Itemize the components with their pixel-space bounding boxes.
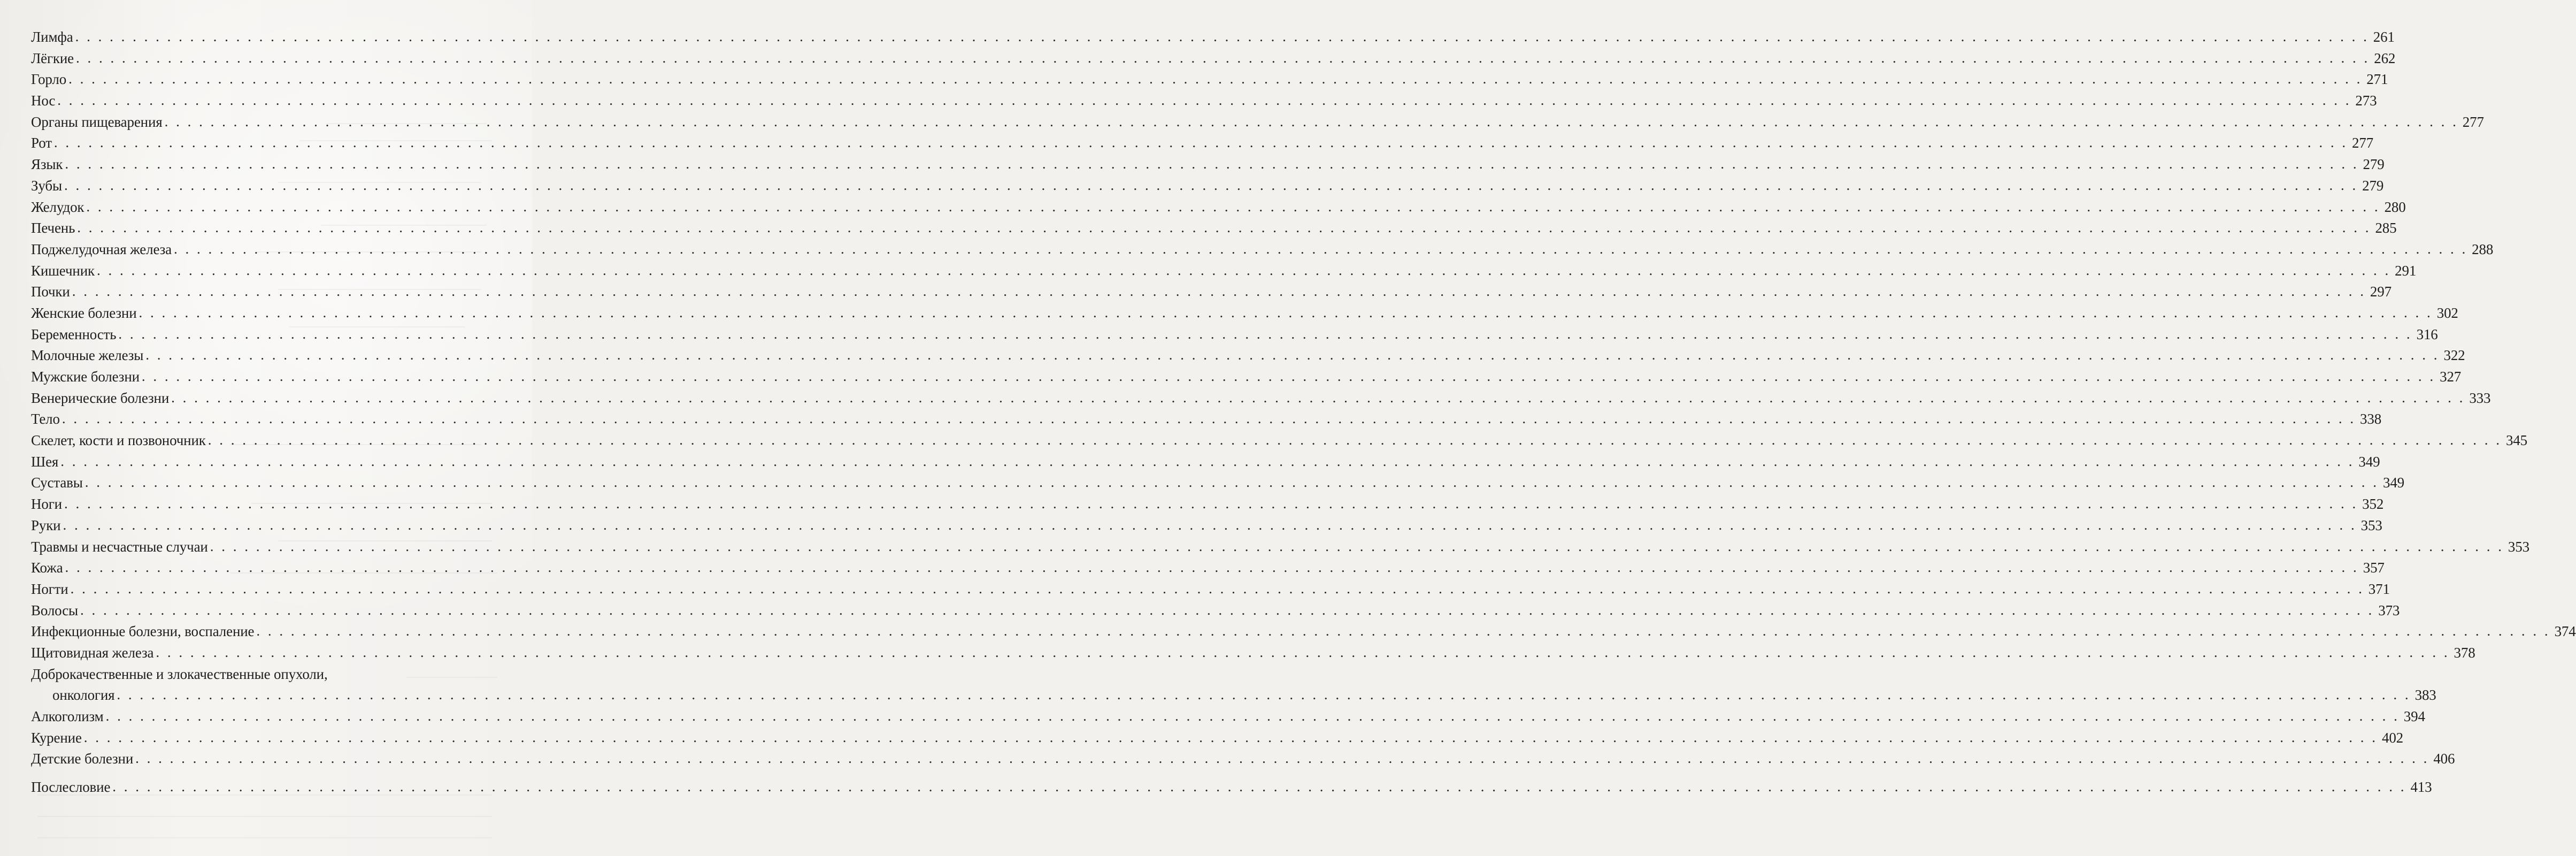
toc-entry[interactable] xyxy=(31,452,2380,473)
dot-leader: . . . . . . . . . . . . . . . . . . . . . . . . . . . . . . . . . . . . . . . . . . . . . . . . . . . . . . . . . . . . . . . . . . . . . . . . . . . . . . . . . . . . . . . . . . . . . . . . . . . . . . . . . . . . . . . . . . . . . . . . . . . . . . . . . . . . . . . . . . . . . . . . . . . . . . . . . . . . . . . . . . . . . . . . . . . . . . . . . . . . . . . . . . . . . . . . . . . . . . . . xyxy=(256,623,2550,639)
dot-leader: . . . . . . . . . . . . . . . . . . . . . . . . . . . . . . . . . . . . . . . . . . . . . . . . . . . . . . . . . . . . . . . . . . . . . . . . . . . . . . . . . . . . . . . . . . . . . . . . . . . . . . . . . . . . . . . . . . . . . . . . . . . . . . . . . . . . . . . . . . . . . . . . . . . . . . . . . . . . . . . . . . . . . . . . . . . . . . . . . . . . . . . . . . . . . . . . . . . . . . . . xyxy=(145,347,2440,363)
dot-leader: . . . . . . . . . . . . . . . . . . . . . . . . . . . . . . . . . . . . . . . . . . . . . . . . . . . . . . . . . . . . . . . . . . . . . . . . . . . . . . . . . . . . . . . . . . . . . . . . . . . . . . . . . . . . . . . . . . . . . . . . . . . . . . . . . . . . . . . . . . . . . . . . . . . . . . . . . . . . . . . . . . . . . . . . . . . . . . . . . . . . . . . . . . . . . . . . . . . . . . . . xyxy=(84,474,2379,491)
dot-leader: . . . . . . . . . . . . . . . . . . . . . . . . . . . . . . . . . . . . . . . . . . . . . . . . . . . . . . . . . . . . . . . . . . . . . . . . . . . . . . . . . . . . . . . . . . . . . . . . . . . . . . . . . . . . . . . . . . . . . . . . . . . . . . . . . . . . . . . . . . . . . . . . . . . . . . . . . . . . . . . . . . . . . . . . . . . . . . . . . . . . . . . . . . . . . . . . . . . . . . . . xyxy=(156,644,2450,660)
toc-entry-title: Венерические болезни xyxy=(31,389,170,406)
toc-entry-page: 374 xyxy=(2554,623,2576,640)
toc-entry-title: Ногти xyxy=(31,580,68,597)
toc-entry-title: Рот xyxy=(31,135,52,151)
toc-entry[interactable] xyxy=(31,239,2494,261)
dot-leader: . . . . . . . . . . . . . . . . . . . . . . . . . . . . . . . . . . . . . . . . . . . . . . . . . . . . . . . . . . . . . . . . . . . . . . . . . . . . . . . . . . . . . . . . . . . . . . . . . . . . . . . . . . . . . . . . . . . . . . . . . . . . . . . . . . . . . . . . . . . . . . . . . . . . . . . . . . . . . . . . . . . . . . . . . . . . . . . . . . . . . . . . . . . . . . . . . . . . . . . . xyxy=(65,559,2359,576)
toc-entry-title: Тело xyxy=(31,411,60,427)
toc-entry-page: 383 xyxy=(2414,687,2436,704)
toc-entry[interactable] xyxy=(31,748,2455,770)
toc-entry[interactable] xyxy=(31,48,2396,70)
dot-leader: . . . . . . . . . . . . . . . . . . . . . . . . . . . . . . . . . . . . . . . . . . . . . . . . . . . . . . . . . . . . . . . . . . . . . . . . . . . . . . . . . . . . . . . . . . . . . . . . . . . . . . . . . . . . . . . . . . . . . . . . . . . . . . . . . . . . . . . . . . . . . . . . . . . . . . . . . . . . . . . . . . . . . . . . . . . . . . . . . . . . . . . . . . . . . . . . . . . . . . . . xyxy=(207,432,2502,448)
toc-entry-page: 262 xyxy=(2374,50,2396,66)
toc-entry-page: 279 xyxy=(2362,177,2384,194)
dot-leader: . . . . . . . . . . . . . . . . . . . . . . . . . . . . . . . . . . . . . . . . . . . . . . . . . . . . . . . . . . . . . . . . . . . . . . . . . . . . . . . . . . . . . . . . . . . . . . . . . . . . . . . . . . . . . . . . . . . . . . . . . . . . . . . . . . . . . . . . . . . . . . . . . . . . . . . . . . . . . . . . . . . . . . . . . . . . . . . . . . . . . . . . . . . . . . . . . . . . . . . . xyxy=(76,49,2370,66)
toc-entry[interactable] xyxy=(31,154,2385,175)
dot-leader: . . . . . . . . . . . . . . . . . . . . . . . . . . . . . . . . . . . . . . . . . . . . . . . . . . . . . . . . . . . . . . . . . . . . . . . . . . . . . . . . . . . . . . . . . . . . . . . . . . . . . . . . . . . . . . . . . . . . . . . . . . . . . . . . . . . . . . . . . . . . . . . . . . . . . . . . . . . . . . . . . . . . . . . . . . . . . . . . . . . . . . . . . . . . . . . . . . . . . . . . xyxy=(118,325,2412,342)
toc-entry-title: Послесловие xyxy=(31,779,111,796)
toc-entry-title: Инфекционные болезни, воспаление xyxy=(31,623,255,640)
toc-entry-title: Руки xyxy=(31,517,61,533)
toc-entry-page: 357 xyxy=(2363,560,2385,576)
toc-entry-title: Алкоголизм xyxy=(31,708,104,724)
toc-entry-page: 406 xyxy=(2433,751,2455,767)
dot-leader: . . . . . . . . . . . . . . . . . . . . . . . . . . . . . . . . . . . . . . . . . . . . . . . . . . . . . . . . . . . . . . . . . . . . . . . . . . . . . . . . . . . . . . . . . . . . . . . . . . . . . . . . . . . . . . . . . . . . . . . . . . . . . . . . . . . . . . . . . . . . . . . . . . . . . . . . . . . . . . . . . . . . . . . . . . . . . . . . . . . . . . . . . . . . . . . . . . . . . . . . xyxy=(105,708,2400,724)
toc-entry-page: 378 xyxy=(2454,644,2475,661)
dot-leader: . . . . . . . . . . . . . . . . . . . . . . . . . . . . . . . . . . . . . . . . . . . . . . . . . . . . . . . . . . . . . . . . . . . . . . . . . . . . . . . . . . . . . . . . . . . . . . . . . . . . . . . . . . . . . . . . . . . . . . . . . . . . . . . . . . . . . . . . . . . . . . . . . . . . . . . . . . . . . . . . . . . . . . . . . . . . . . . . . . . . . . . . . . . . . . . . . . . . . . . . xyxy=(70,580,2364,597)
toc-entry-page: 353 xyxy=(2360,517,2382,533)
dot-leader: . . . . . . . . . . . . . . . . . . . . . . . . . . . . . . . . . . . . . . . . . . . . . . . . . . . . . . . . . . . . . . . . . . . . . . . . . . . . . . . . . . . . . . . . . . . . . . . . . . . . . . . . . . . . . . . . . . . . . . . . . . . . . . . . . . . . . . . . . . . . . . . . . . . . . . . . . . . . . . . . . . . . . . . . . . . . . . . . . . . . . . . . . . . . . . . . . . . . . . . . xyxy=(60,453,2355,469)
toc-entry[interactable] xyxy=(31,621,2576,643)
toc-entry[interactable] xyxy=(31,557,2385,579)
toc-entry-page: 333 xyxy=(2469,389,2491,406)
toc-entry[interactable] xyxy=(31,197,2406,218)
dot-leader: . . . . . . . . . . . . . . . . . . . . . . . . . . . . . . . . . . . . . . . . . . . . . . . . . . . . . . . . . . . . . . . . . . . . . . . . . . . . . . . . . . . . . . . . . . . . . . . . . . . . . . . . . . . . . . . . . . . . . . . . . . . . . . . . . . . . . . . . . . . . . . . . . . . . . . . . . . . . . . . . . . . . . . . . . . . . . . . . . . . . . . . . . . . . . . . . . . . . . . . . xyxy=(86,198,2380,215)
toc-entry[interactable] xyxy=(31,728,2404,749)
toc-entry-title: онкология xyxy=(52,687,115,704)
dot-leader: . . . . . . . . . . . . . . . . . . . . . . . . . . . . . . . . . . . . . . . . . . . . . . . . . . . . . . . . . . . . . . . . . . . . . . . . . . . . . . . . . . . . . . . . . . . . . . . . . . . . . . . . . . . . . . . . . . . . . . . . . . . . . . . . . . . . . . . . . . . . . . . . . . . . . . . . . . . . . . . . . . . . . . . . . . . . . . . . . . . . . . . . . . . . . . . . . . . . . . . . xyxy=(75,28,2369,44)
toc-entry[interactable] xyxy=(31,133,2374,154)
toc-entry-page: 261 xyxy=(2373,29,2395,45)
toc-entry-title: Почки xyxy=(31,284,70,300)
toc-entry[interactable] xyxy=(31,175,2384,197)
toc-entry-title: Суставы xyxy=(31,475,83,491)
toc-entry[interactable] xyxy=(31,218,2397,239)
dot-leader: . . . . . . . . . . . . . . . . . . . . . . . . . . . . . . . . . . . . . . . . . . . . . . . . . . . . . . . . . . . . . . . . . . . . . . . . . . . . . . . . . . . . . . . . . . . . . . . . . . . . . . . . . . . . . . . . . . . . . . . . . . . . . . . . . . . . . . . . . . . . . . . . . . . . . . . . . . . . . . . . . . . . . . . . . . . . . . . . . . . . . . . . . . . . . . . . . . . . . . . . xyxy=(173,240,2468,257)
dot-leader: . . . . . . . . . . . . . . . . . . . . . . . . . . . . . . . . . . . . . . . . . . . . . . . . . . . . . . . . . . . . . . . . . . . . . . . . . . . . . . . . . . . . . . . . . . . . . . . . . . . . . . . . . . . . . . . . . . . . . . . . . . . . . . . . . . . . . . . . . . . . . . . . . . . . . . . . . . . . . . . . . . . . . . . . . . . . . . . . . . . . . . . . . . . . . . . . . . . . . . . . xyxy=(171,389,2465,406)
toc-entry[interactable] xyxy=(31,27,2395,48)
toc-entry-page: 349 xyxy=(2382,475,2405,491)
dot-leader: . . . . . . . . . . . . . . . . . . . . . . . . . . . . . . . . . . . . . . . . . . . . . . . . . . . . . . . . . . . . . . . . . . . . . . . . . . . . . . . . . . . . . . . . . . . . . . . . . . . . . . . . . . . . . . . . . . . . . . . . . . . . . . . . . . . . . . . . . . . . . . . . . . . . . . . . . . . . . . . . . . . . . . . . . . . . . . . . . . . . . . . . . . . . . . . . . . . . . . . . xyxy=(63,516,2357,533)
toc-entry[interactable] xyxy=(31,112,2484,133)
toc-entry-title: Мужские болезни xyxy=(31,369,140,385)
dot-leader: . . . . . . . . . . . . . . . . . . . . . . . . . . . . . . . . . . . . . . . . . . . . . . . . . . . . . . . . . . . . . . . . . . . . . . . . . . . . . . . . . . . . . . . . . . . . . . . . . . . . . . . . . . . . . . . . . . . . . . . . . . . . . . . . . . . . . . . . . . . . . . . . . . . . . . . . . . . . . . . . . . . . . . . . . . . . . . . . . . . . . . . . . . . . . . . . . . . . . . . . xyxy=(96,262,2391,278)
toc-entry-page: 277 xyxy=(2462,113,2484,130)
dot-leader: . . . . . . . . . . . . . . . . . . . . . . . . . . . . . . . . . . . . . . . . . . . . . . . . . . . . . . . . . . . . . . . . . . . . . . . . . . . . . . . . . . . . . . . . . . . . . . . . . . . . . . . . . . . . . . . . . . . . . . . . . . . . . . . . . . . . . . . . . . . . . . . . . . . . . . . . . . . . . . . . . . . . . . . . . . . . . . . . . . . . . . . . . . . . . . . . . . . . . . . . xyxy=(112,778,2406,795)
toc-entry-title: Скелет, кости и позвоночник xyxy=(31,432,206,449)
toc-entry[interactable] xyxy=(31,409,2382,430)
toc-entry-title: Лёгкие xyxy=(31,50,74,66)
dot-leader: . . . . . . . . . . . . . . . . . . . . . . . . . . . . . . . . . . . . . . . . . . . . . . . . . . . . . . . . . . . . . . . . . . . . . . . . . . . . . . . . . . . . . . . . . . . . . . . . . . . . . . . . . . . . . . . . . . . . . . . . . . . . . . . . . . . . . . . . . . . . . . . . . . . . . . . . . . . . . . . . . . . . . . . . . . . . . . . . . . . . . . . . . . . . . . . . . . . . . . . . xyxy=(135,750,2429,767)
dot-leader: . . . . . . . . . . . . . . . . . . . . . . . . . . . . . . . . . . . . . . . . . . . . . . . . . . . . . . . . . . . . . . . . . . . . . . . . . . . . . . . . . . . . . . . . . . . . . . . . . . . . . . . . . . . . . . . . . . . . . . . . . . . . . . . . . . . . . . . . . . . . . . . . . . . . . . . . . . . . . . . . . . . . . . . . . . . . . . . . . . . . . . . . . . . . . . . . . . . . . . . . xyxy=(139,304,2433,320)
dot-leader: . . . . . . . . . . . . . . . . . . . . . . . . . . . . . . . . . . . . . . . . . . . . . . . . . . . . . . . . . . . . . . . . . . . . . . . . . . . . . . . . . . . . . . . . . . . . . . . . . . . . . . . . . . . . . . . . . . . . . . . . . . . . . . . . . . . . . . . . . . . . . . . . . . . . . . . . . . . . . . . . . . . . . . . . . . . . . . . . . . . . . . . . . . . . . . . . . . . . . . . . xyxy=(210,538,2504,554)
toc-entry-title: Шея xyxy=(31,453,59,470)
toc-entry-page: 394 xyxy=(2403,708,2425,724)
toc-entry-page: 271 xyxy=(2366,71,2388,88)
toc-entry-page: 345 xyxy=(2505,432,2527,449)
table-of-contents xyxy=(31,27,2576,798)
toc-entry-title: Органы пищеварения xyxy=(31,113,163,130)
toc-entry-page: 371 xyxy=(2368,580,2390,597)
toc-entry-page: 316 xyxy=(2416,326,2438,342)
toc-entry[interactable] xyxy=(31,324,2438,346)
toc-entry-page: 277 xyxy=(2352,135,2374,151)
toc-entry-title: Лимфа xyxy=(31,29,73,45)
toc-entry-title: Доброкачественные и злокачественные опухоли, xyxy=(31,666,328,682)
dot-leader: . . . . . . . . . . . . . . . . . . . . . . . . . . . . . . . . . . . . . . . . . . . . . . . . . . . . . . . . . . . . . . . . . . . . . . . . . . . . . . . . . . . . . . . . . . . . . . . . . . . . . . . . . . . . . . . . . . . . . . . . . . . . . . . . . . . . . . . . . . . . . . . . . . . . . . . . . . . . . . . . . . . . . . . . . . . . . . . . . . . . . . . . . . . . . . . . . . . . . . . . xyxy=(57,92,2351,109)
toc-entry-multiline-line1[interactable] xyxy=(31,664,503,685)
dot-leader: . . . . . . . . . . . . . . . . . . . . . . . . . . . . . . . . . . . . . . . . . . . . . . . . . . . . . . . . . . . . . . . . . . . . . . . . . . . . . . . . . . . . . . . . . . . . . . . . . . . . . . . . . . . . . . . . . . . . . . . . . . . . . . . . . . . . . . . . . . . . . . . . . . . . . . . . . . . . . . . . . . . . . . . . . . . . . . . . . . . . . . . . . . . . . . . . . . . . . . . . xyxy=(64,177,2358,193)
toc-entry-title: Волосы xyxy=(31,602,79,618)
toc-entry-title: Желудок xyxy=(31,198,84,215)
dot-leader: . . . . . . . . . . . . . . . . . . . . . . . . . . . . . . . . . . . . . . . . . . . . . . . . . . . . . . . . . . . . . . . . . . . . . . . . . . . . . . . . . . . . . . . . . . . . . . . . . . . . . . . . . . . . . . . . . . . . . . . . . . . . . . . . . . . . . . . . . . . . . . . . . . . . . . . . . . . . . . . . . . . . . . . . . . . . . . . . . . . . . . . . . . . . . . . . . . . . . . . . xyxy=(80,601,2374,618)
toc-entry-title: Детские болезни xyxy=(31,751,134,767)
toc-entry-title: Кишечник xyxy=(31,262,95,279)
dot-leader: . . . . . . . . . . . . . . . . . . . . . . . . . . . . . . . . . . . . . . . . . . . . . . . . . . . . . . . . . . . . . . . . . . . . . . . . . . . . . . . . . . . . . . . . . . . . . . . . . . . . . . . . . . . . . . . . . . . . . . . . . . . . . . . . . . . . . . . . . . . . . . . . . . . . . . . . . . . . . . . . . . . . . . . . . . . . . . . . . . . . . . . . . . . . . . . . . . . . . . . . xyxy=(64,495,2358,512)
toc-entry-page: 322 xyxy=(2443,347,2465,364)
toc-entry-page: 338 xyxy=(2360,411,2382,427)
toc-entry-page: 279 xyxy=(2363,156,2385,173)
toc-entry[interactable] xyxy=(31,430,2527,452)
toc-entry-page: 297 xyxy=(2370,284,2392,300)
toc-entry[interactable] xyxy=(31,90,2377,112)
toc-entry-page: 413 xyxy=(2410,779,2432,796)
toc-entry[interactable] xyxy=(31,494,2384,515)
toc-entry[interactable] xyxy=(31,388,2491,409)
toc-entry-title: Язык xyxy=(31,156,63,173)
toc-entry-page: 373 xyxy=(2378,602,2400,618)
toc-entry-afterword[interactable] xyxy=(31,777,2432,798)
toc-entry-page: 273 xyxy=(2355,93,2377,109)
dot-leader: . . . . . . . . . . . . . . . . . . . . . . . . . . . . . . . . . . . . . . . . . . . . . . . . . . . . . . . . . . . . . . . . . . . . . . . . . . . . . . . . . . . . . . . . . . . . . . . . . . . . . . . . . . . . . . . . . . . . . . . . . . . . . . . . . . . . . . . . . . . . . . . . . . . . . . . . . . . . . . . . . . . . . . . . . . . . . . . . . . . . . . . . . . . . . . . . . . . . . . . . xyxy=(117,686,2411,703)
toc-entry[interactable] xyxy=(31,600,2400,622)
dot-leader: . . . . . . . . . . . . . . . . . . . . . . . . . . . . . . . . . . . . . . . . . . . . . . . . . . . . . . . . . . . . . . . . . . . . . . . . . . . . . . . . . . . . . . . . . . . . . . . . . . . . . . . . . . . . . . . . . . . . . . . . . . . . . . . . . . . . . . . . . . . . . . . . . . . . . . . . . . . . . . . . . . . . . . . . . . . . . . . . . . . . . . . . . . . . . . . . . . . . . . . . xyxy=(61,410,2356,427)
toc-entry-title: Молочные железы xyxy=(31,347,144,364)
toc-entry-page: 402 xyxy=(2381,729,2404,746)
toc-entry[interactable] xyxy=(31,345,2465,366)
toc-entry[interactable] xyxy=(31,281,2392,303)
dot-leader: . . . . . . . . . . . . . . . . . . . . . . . . . . . . . . . . . . . . . . . . . . . . . . . . . . . . . . . . . . . . . . . . . . . . . . . . . . . . . . . . . . . . . . . . . . . . . . . . . . . . . . . . . . . . . . . . . . . . . . . . . . . . . . . . . . . . . . . . . . . . . . . . . . . . . . . . . . . . . . . . . . . . . . . . . . . . . . . . . . . . . . . . . . . . . . . . . . . . . . . . xyxy=(68,71,2363,87)
toc-entry[interactable] xyxy=(31,537,2529,558)
toc-entry-page: 353 xyxy=(2508,538,2529,555)
toc-entry-title: Курение xyxy=(31,729,82,746)
toc-entry-title: Беременность xyxy=(31,326,117,342)
toc-entry-title: Кожа xyxy=(31,560,63,576)
toc-entry-title: Щитовидная железа xyxy=(31,644,154,661)
toc-entry-title: Печень xyxy=(31,220,75,236)
dot-leader: . . . . . . . . . . . . . . . . . . . . . . . . . . . . . . . . . . . . . . . . . . . . . . . . . . . . . . . . . . . . . . . . . . . . . . . . . . . . . . . . . . . . . . . . . . . . . . . . . . . . . . . . . . . . . . . . . . . . . . . . . . . . . . . . . . . . . . . . . . . . . . . . . . . . . . . . . . . . . . . . . . . . . . . . . . . . . . . . . . . . . . . . . . . . . . . . . . . . . . . . xyxy=(65,156,2359,172)
toc-entry-multiline-line2[interactable] xyxy=(31,685,2436,706)
toc-entry[interactable] xyxy=(31,69,2388,90)
dot-leader: . . . . . . . . . . . . . . . . . . . . . . . . . . . . . . . . . . . . . . . . . . . . . . . . . . . . . . . . . . . . . . . . . . . . . . . . . . . . . . . . . . . . . . . . . . . . . . . . . . . . . . . . . . . . . . . . . . . . . . . . . . . . . . . . . . . . . . . . . . . . . . . . . . . . . . . . . . . . . . . . . . . . . . . . . . . . . . . . . . . . . . . . . . . . . . . . . . . . . . . . xyxy=(164,113,2458,129)
toc-entry-page: 288 xyxy=(2472,241,2494,257)
dot-leader: . . . . . . . . . . . . . . . . . . . . . . . . . . . . . . . . . . . . . . . . . . . . . . . . . . . . . . . . . . . . . . . . . . . . . . . . . . . . . . . . . . . . . . . . . . . . . . . . . . . . . . . . . . . . . . . . . . . . . . . . . . . . . . . . . . . . . . . . . . . . . . . . . . . . . . . . . . . . . . . . . . . . . . . . . . . . . . . . . . . . . . . . . . . . . . . . . . . . . . . . xyxy=(83,729,2378,745)
dot-leader: . . . . . . . . . . . . . . . . . . . . . . . . . . . . . . . . . . . . . . . . . . . . . . . . . . . . . . . . . . . . . . . . . . . . . . . . . . . . . . . . . . . . . . . . . . . . . . . . . . . . . . . . . . . . . . . . . . . . . . . . . . . . . . . . . . . . . . . . . . . . . . . . . . . . . . . . . . . . . . . . . . . . . . . . . . . . . . . . . . . . . . . . . . . . . . . . . . . . . . . . xyxy=(141,368,2436,384)
toc-entry[interactable] xyxy=(31,706,2425,728)
toc-entry-title: Женские болезни xyxy=(31,304,137,321)
toc-entry-title: Зубы xyxy=(31,177,62,194)
toc-entry[interactable] xyxy=(31,579,2390,600)
toc-entry-page: 280 xyxy=(2384,198,2406,215)
toc-entry-page: 291 xyxy=(2395,262,2417,279)
toc-entry-page: 349 xyxy=(2358,453,2380,470)
toc-entry-title: Поджелудочная железа xyxy=(31,241,172,257)
toc-entry[interactable] xyxy=(31,643,2475,664)
toc-entry-title: Ноги xyxy=(31,496,62,513)
toc-entry-title: Травмы и несчастные случаи xyxy=(31,538,208,555)
toc-entry[interactable] xyxy=(31,472,2405,494)
toc-entry-page: 352 xyxy=(2362,496,2384,513)
dot-leader: . . . . . . . . . . . . . . . . . . . . . . . . . . . . . . . . . . . . . . . . . . . . . . . . . . . . . . . . . . . . . . . . . . . . . . . . . . . . . . . . . . . . . . . . . . . . . . . . . . . . . . . . . . . . . . . . . . . . . . . . . . . . . . . . . . . . . . . . . . . . . . . . . . . . . . . . . . . . . . . . . . . . . . . . . . . . . . . . . . . . . . . . . . . . . . . . . . . . . . . . xyxy=(72,283,2366,300)
toc-entry-page: 302 xyxy=(2436,304,2458,321)
toc-entry-page: 285 xyxy=(2375,220,2397,236)
toc-entry[interactable] xyxy=(31,303,2458,324)
toc-entry-title: Горло xyxy=(31,71,67,88)
dot-leader: . . . . . . . . . . . . . . . . . . . . . . . . . . . . . . . . . . . . . . . . . . . . . . . . . . . . . . . . . . . . . . . . . . . . . . . . . . . . . . . . . . . . . . . . . . . . . . . . . . . . . . . . . . . . . . . . . . . . . . . . . . . . . . . . . . . . . . . . . . . . . . . . . . . . . . . . . . . . . . . . . . . . . . . . . . . . . . . . . . . . . . . . . . . . . . . . . . . . . . . . xyxy=(77,219,2371,236)
toc-entry[interactable] xyxy=(31,515,2382,537)
toc-entry-title: Нос xyxy=(31,93,56,109)
toc-entry[interactable] xyxy=(31,261,2417,282)
toc-entry-page: 327 xyxy=(2440,369,2462,385)
toc-entry[interactable] xyxy=(31,366,2462,388)
dot-leader: . . . . . . . . . . . . . . . . . . . . . . . . . . . . . . . . . . . . . . . . . . . . . . . . . . . . . . . . . . . . . . . . . . . . . . . . . . . . . . . . . . . . . . . . . . . . . . . . . . . . . . . . . . . . . . . . . . . . . . . . . . . . . . . . . . . . . . . . . . . . . . . . . . . . . . . . . . . . . . . . . . . . . . . . . . . . . . . . . . . . . . . . . . . . . . . . . . . . . . . . xyxy=(53,134,2348,151)
